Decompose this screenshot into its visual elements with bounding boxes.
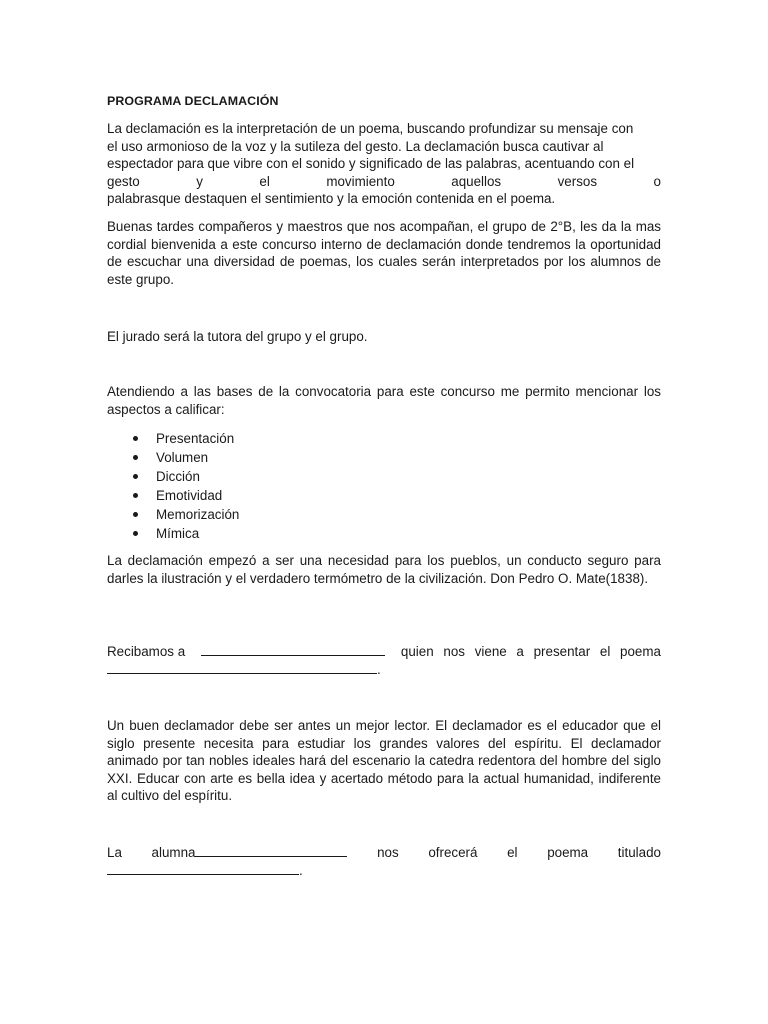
bullet-icon	[133, 474, 138, 479]
poem-blank	[107, 661, 377, 674]
welcome-paragraph: Buenas tardes compañeros y maestros que nos acompañan, el grupo de 2°B, les da la mas cordial bienvenida a este concurso interno de declamación donde tendremos la oportunidad de escuchar una diversidad de poemas, los cuales serán interpretados por los alumnos de este grupo.	[107, 219, 661, 287]
poem-title-blank	[107, 862, 299, 875]
list-item: Volumen	[107, 448, 661, 467]
intro-paragraph	[107, 120, 661, 208]
jury-paragraph: El jurado será la tutora del grupo y el grupo.	[107, 329, 368, 344]
intro-line-5: palabrasque destaquen el sentimiento y la emoción contenida en el poema.	[107, 191, 556, 207]
declamador-paragraph: Un buen declamador debe ser antes un mejor lector. El declamador es el educador que el siglo presente necesita para estudiar los grandes valores del espíritu. El declamador animado por tan nobles ideales hará del escenario la catedra redentora del hombre del siglo XXI. Educar con arte es bella idea y acertado método para la actual humanidad, indiferente al cultivo del espíritu.	[107, 718, 661, 804]
intro-line-2: el uso armonioso de la voz y la sutileza del gesto. La declamación busca cautivar al	[107, 138, 604, 154]
intro-line-4	[107, 173, 661, 191]
quote-paragraph: La declamación empezó a ser una necesidad para los pueblos, un conducto seguro para darles la ilustración y el verdadero termómetro de la civilización. Don Pedro O. Mate(1838).	[107, 553, 661, 586]
student-line-1: La alumna nos ofrecerá el poema titulado	[107, 845, 661, 860]
student-name-blank	[195, 844, 347, 857]
name-blank	[201, 643, 385, 656]
list-item: Memorización	[107, 505, 661, 524]
list-item: Dicción	[107, 467, 661, 486]
student-line-2: .	[107, 862, 661, 880]
list-item: Presentación	[107, 429, 661, 448]
intro-word: el	[259, 173, 270, 189]
invite-line-1: Recibamos a quien nos viene a presentar el poema	[107, 644, 661, 659]
intro-word: gesto	[107, 173, 140, 189]
intro-word: aquellos	[451, 173, 502, 189]
bullet-icon	[133, 493, 138, 498]
intro-word: y	[196, 173, 203, 189]
list-item: Emotividad	[107, 486, 661, 505]
bullet-icon	[133, 455, 138, 460]
bullet-icon	[133, 512, 138, 517]
intro-line-1: La declamación es la interpretación de un poema, buscando profundizar su mensaje con	[107, 121, 634, 136]
invite-paragraph	[107, 643, 661, 678]
criteria-intro-paragraph: Atendiendo a las bases de la convocatoria para este concurso me permito mencionar los aspectos a calificar:	[107, 384, 661, 417]
intro-word: o	[653, 173, 661, 189]
page-title: PROGRAMA DECLAMACIÓN	[107, 94, 279, 108]
list-item: Mímica	[107, 524, 661, 543]
student-paragraph	[107, 844, 661, 879]
invite-line-2: .	[107, 661, 661, 679]
intro-line-3: espectador para que vibre con el sonido y significado de las palabras, acentuando con el	[107, 156, 635, 172]
bullet-icon	[133, 531, 138, 536]
intro-word: movimiento	[326, 173, 395, 189]
bullet-icon	[133, 436, 138, 441]
criteria-list	[107, 429, 661, 543]
intro-word: versos	[557, 173, 598, 189]
